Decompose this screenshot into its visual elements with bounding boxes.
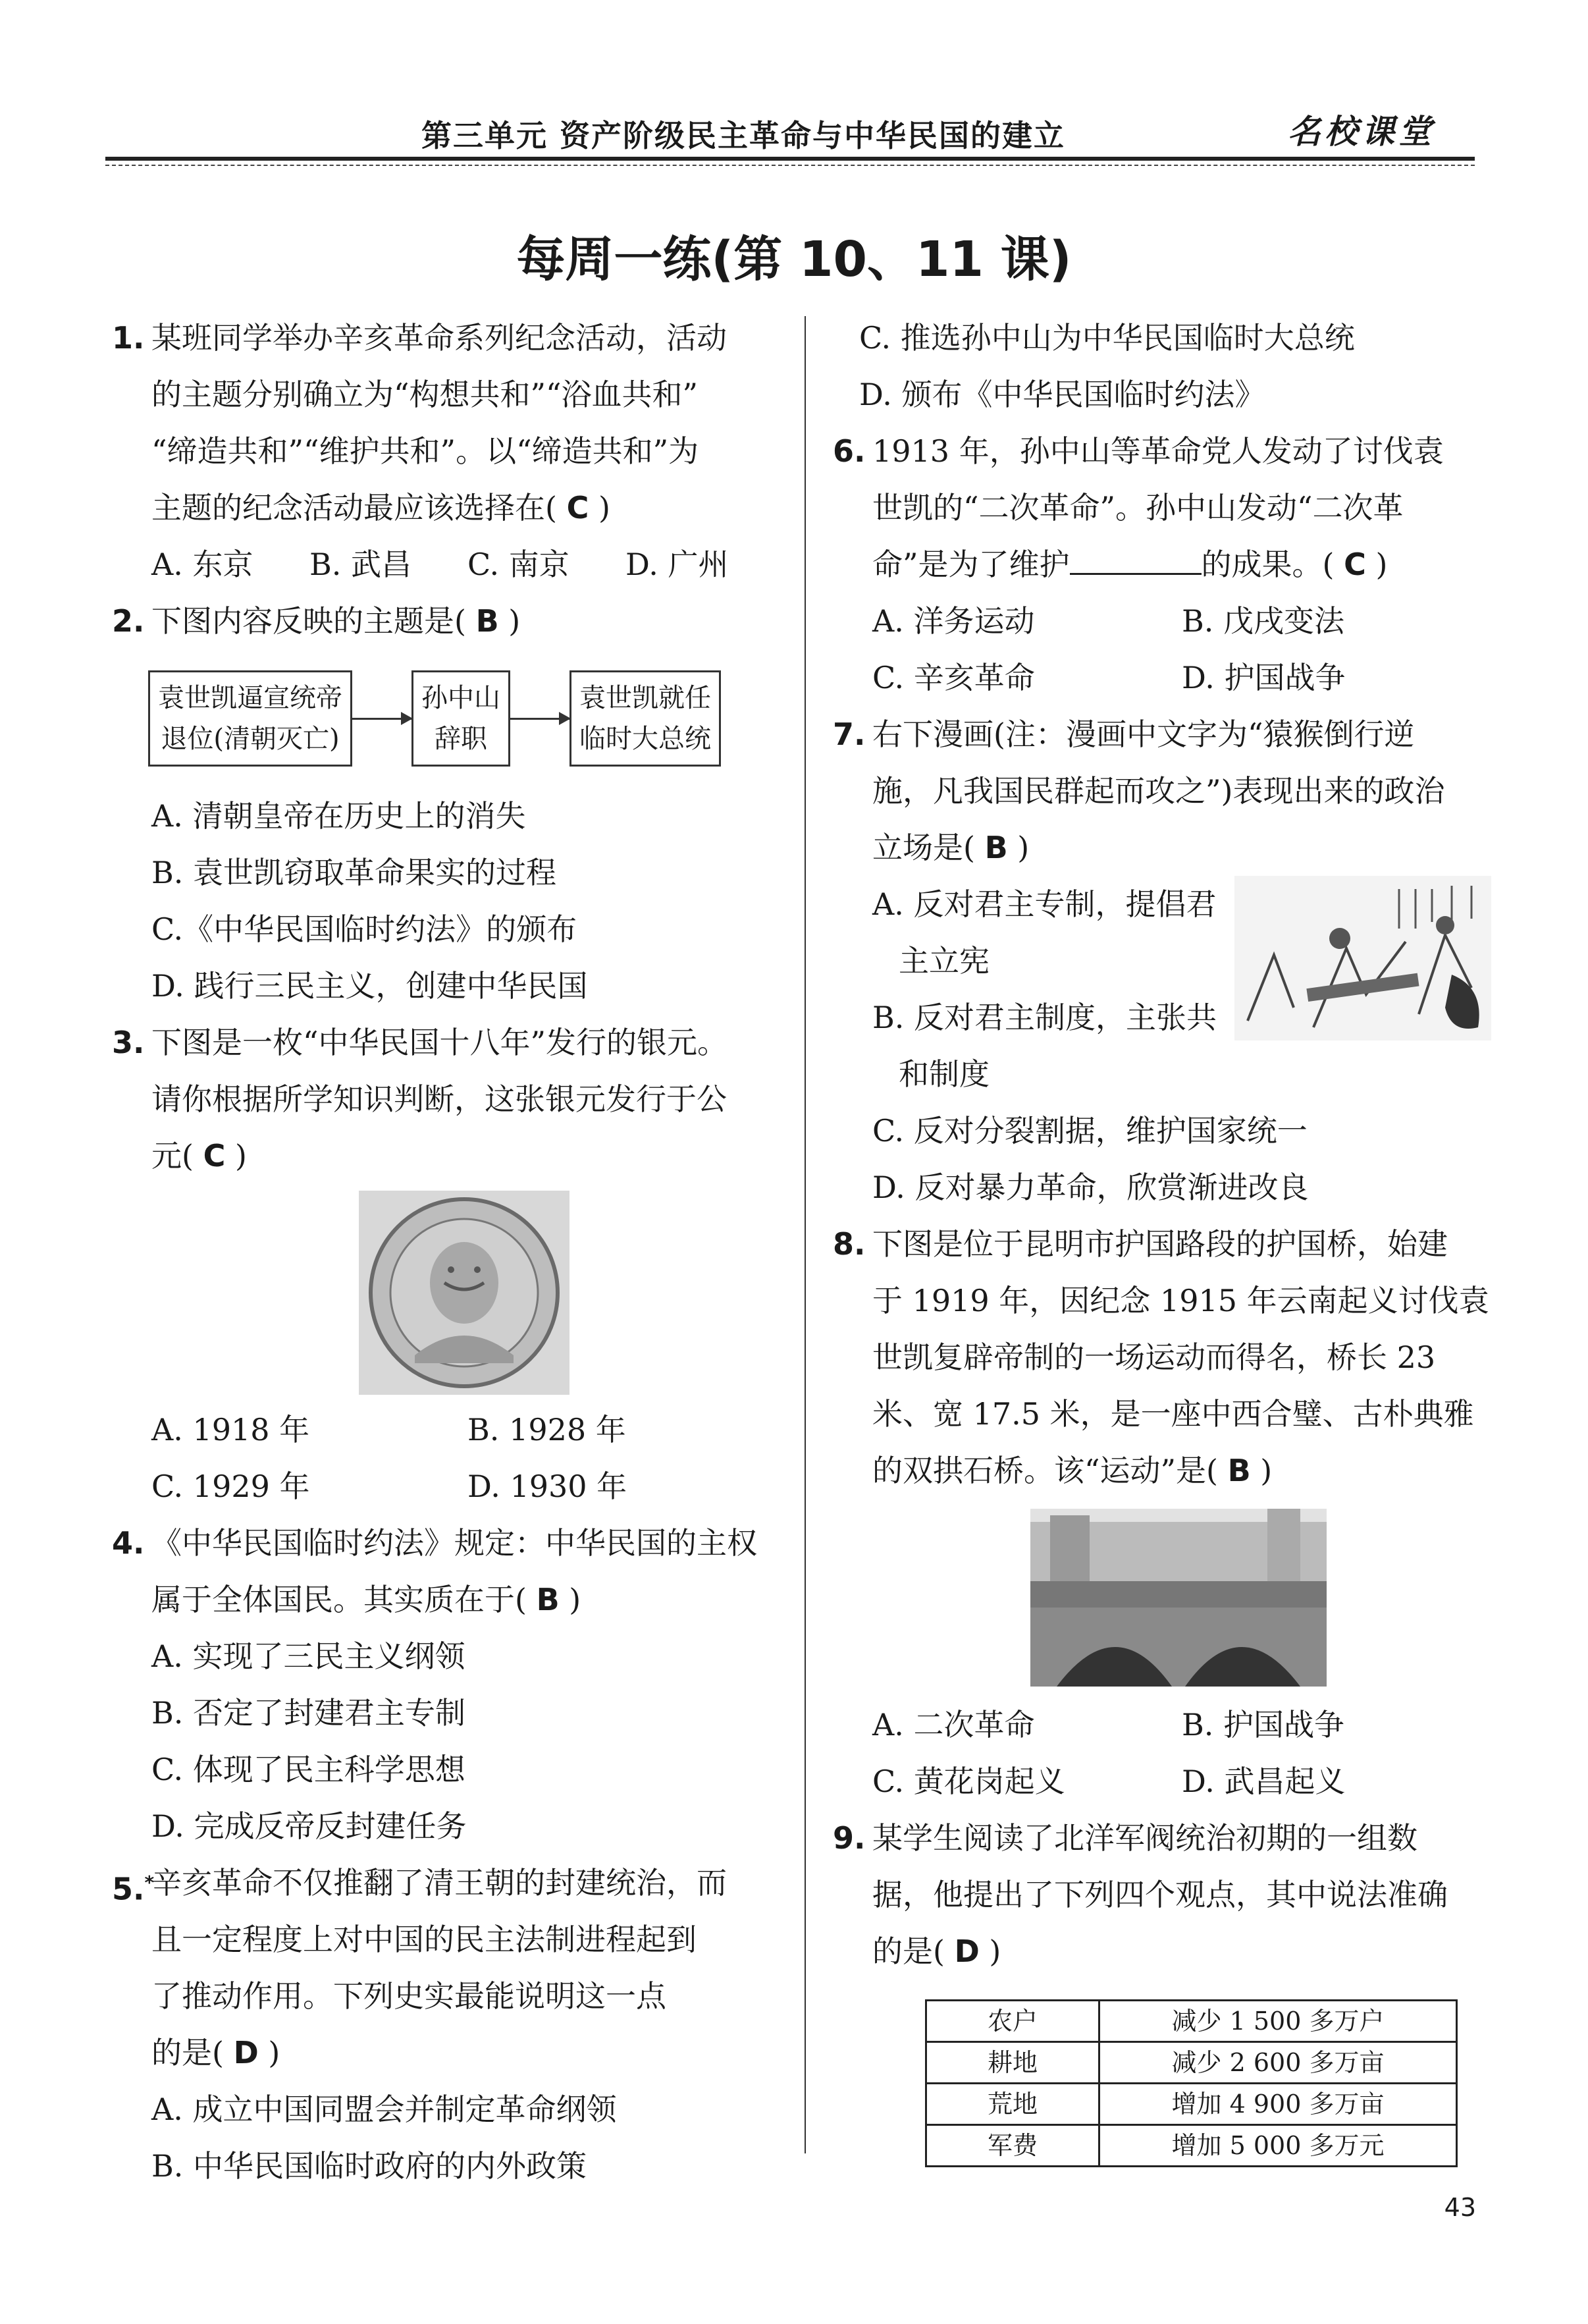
option: 和制度 bbox=[899, 1056, 990, 1092]
option: D. 完成反帝反封建任务 bbox=[151, 1808, 467, 1844]
option: A. 1918 年 bbox=[151, 1412, 310, 1447]
data-table bbox=[925, 1999, 1458, 2167]
option: C. 黄花岗起义 bbox=[872, 1764, 1065, 1799]
options bbox=[833, 593, 1491, 649]
question-4 bbox=[112, 1515, 783, 1854]
question-1 bbox=[112, 310, 783, 593]
question-text: 据，他提出了下列四个观点，其中说法准确 bbox=[872, 1877, 1448, 1912]
option: C. 反对分裂割据，维护国家统一 bbox=[872, 1113, 1308, 1148]
flow-box: 孙中山 辞职 bbox=[411, 670, 510, 767]
option: D. 颁布《中华民国临时约法》 bbox=[859, 377, 1265, 412]
question-text: 属于全体国民。其实质在于( B ) bbox=[151, 1582, 581, 1617]
q7-options-with-cartoon bbox=[833, 876, 1491, 1216]
arrow-icon bbox=[510, 718, 569, 720]
option: C. 体现了民主科学思想 bbox=[151, 1752, 465, 1787]
answer: B bbox=[1227, 1453, 1251, 1488]
option: A. 东京 bbox=[151, 547, 253, 582]
flow-diagram bbox=[148, 656, 783, 781]
question-text: 于 1919 年，因纪念 1915 年云南起义讨伐袁 bbox=[872, 1283, 1489, 1318]
option: B. 袁世凯窃取革命果实的过程 bbox=[151, 855, 557, 890]
table-row: 耕地 减少 2 600 多万亩 bbox=[926, 2042, 1457, 2084]
option: A. 实现了三民主义纲领 bbox=[151, 1638, 465, 1674]
options bbox=[112, 536, 783, 593]
question-number: 3. bbox=[112, 1025, 145, 1060]
running-header bbox=[105, 99, 1475, 161]
question-text: 命”是为了维护 的成果。( C ) bbox=[872, 547, 1388, 582]
options bbox=[833, 1696, 1491, 1753]
option: B. 中华民国临时政府的内外政策 bbox=[151, 2148, 587, 2184]
left-column bbox=[112, 310, 783, 2194]
question-text: 施，凡我国民群起而攻之”)表现出来的政治 bbox=[872, 773, 1445, 809]
options bbox=[833, 1753, 1491, 1810]
option: A. 成立中国同盟会并制定革命纲领 bbox=[151, 2092, 617, 2127]
question-number: 1. bbox=[112, 320, 145, 356]
question-8 bbox=[833, 1216, 1491, 1810]
question-9 bbox=[833, 1810, 1491, 2167]
question-5 bbox=[112, 1854, 783, 2194]
question-text: 立场是( B ) bbox=[872, 830, 1030, 865]
option: C. 1929 年 bbox=[151, 1469, 310, 1504]
option: A. 二次革命 bbox=[872, 1707, 1035, 1743]
cartoon-image bbox=[1234, 876, 1491, 1040]
option: D. 践行三民主义，创建中华民国 bbox=[151, 968, 588, 1004]
question-text: 且一定程度上对中国的民主法制进程起到 bbox=[151, 1922, 697, 1957]
coin-figure bbox=[112, 1184, 783, 1401]
header-rule bbox=[105, 157, 1475, 161]
question-text: 米、宽 17.5 米，是一座中西合璧、古朴典雅 bbox=[872, 1396, 1474, 1432]
page-title: 每周一练(第 10、11 课) bbox=[516, 231, 1072, 288]
option: 主立宪 bbox=[899, 943, 990, 979]
options bbox=[833, 649, 1491, 706]
column-divider bbox=[805, 316, 806, 2153]
question-text: 下图内容反映的主题是( B ) bbox=[151, 603, 521, 639]
question-text: 元( C ) bbox=[151, 1138, 247, 1174]
question-text: 某学生阅读了北洋军阀统治初期的一组数 bbox=[872, 1820, 1417, 1856]
option: A. 洋务运动 bbox=[872, 603, 1035, 639]
question-text: 主题的纪念活动最应该选择在( C ) bbox=[151, 490, 610, 526]
question-text: 世凯的“二次革命”。孙中山发动“二次革 bbox=[872, 490, 1404, 526]
option: C. 南京 bbox=[467, 547, 569, 582]
header-dashed-rule bbox=[105, 165, 1475, 166]
option: B. 护国战争 bbox=[1182, 1707, 1345, 1743]
answer: C bbox=[1344, 547, 1366, 582]
option: D. 护国战争 bbox=[1182, 660, 1346, 695]
option: D. 广州 bbox=[625, 547, 729, 582]
table-row: 军费 增加 5 000 多万元 bbox=[926, 2125, 1457, 2167]
question-text: 1913 年，孙中山等革命党人发动了讨伐袁 bbox=[872, 433, 1444, 469]
brand-logo: 名校课堂 bbox=[1288, 112, 1435, 151]
answer: C bbox=[566, 490, 589, 526]
options bbox=[112, 1458, 783, 1515]
question-text: 下图是位于昆明市护国路段的护国桥，始建 bbox=[872, 1226, 1448, 1262]
option: A. 反对君主专制，提倡君 bbox=[872, 886, 1217, 922]
option: B. 反对君主制度，主张共 bbox=[872, 1000, 1217, 1035]
question-text: 的主题分别确立为“构想共和”“浴血共和” bbox=[151, 377, 699, 412]
question-number: 9. bbox=[833, 1820, 866, 1856]
answer: D bbox=[233, 2035, 259, 2070]
silver-coin-image bbox=[359, 1191, 569, 1395]
option: D. 1930 年 bbox=[467, 1469, 627, 1504]
question-2 bbox=[112, 593, 783, 1014]
question-3 bbox=[112, 1014, 783, 1515]
bridge-figure bbox=[833, 1499, 1491, 1696]
option: C. 推选孙中山为中华民国临时大总统 bbox=[859, 320, 1355, 356]
option: B. 1928 年 bbox=[467, 1412, 626, 1447]
flow-box: 袁世凯逼宣统帝 退位(清朝灭亡) bbox=[148, 670, 352, 767]
question-number: 5.* bbox=[112, 1871, 155, 1907]
option: B. 否定了封建君主专制 bbox=[151, 1695, 466, 1731]
question-number: 2. bbox=[112, 603, 145, 639]
question-text: “缔造共和”“维护共和”。以“缔造共和”为 bbox=[151, 433, 699, 469]
option: A. 清朝皇帝在历史上的消失 bbox=[151, 798, 526, 834]
question-number: 8. bbox=[833, 1226, 866, 1262]
unit-title: 第三单元 资产阶级民主革命与中华民国的建立 bbox=[421, 118, 1066, 153]
question-text: 的是( D ) bbox=[872, 1933, 1001, 1969]
answer: B bbox=[984, 830, 1008, 865]
bridge-photo bbox=[1030, 1509, 1327, 1687]
question-text: 下图是一枚“中华民国十八年”发行的银元。 bbox=[151, 1025, 728, 1060]
question-6 bbox=[833, 423, 1491, 706]
arrow-icon bbox=[352, 718, 411, 720]
question-text: 辛亥革命不仅推翻了清王朝的封建统治，而 bbox=[151, 1865, 727, 1901]
question-7 bbox=[833, 706, 1491, 1216]
option: B. 戊戌变法 bbox=[1182, 603, 1345, 639]
question-text: 世凯复辟帝制的一场运动而得名，桥长 23 bbox=[872, 1339, 1436, 1375]
question-text: 的双拱石桥。该“运动”是( B ) bbox=[872, 1453, 1273, 1488]
answer: D bbox=[954, 1933, 980, 1969]
option: B. 武昌 bbox=[309, 547, 412, 582]
answer: C bbox=[203, 1138, 226, 1174]
option: C.《中华民国临时约法》的颁布 bbox=[151, 911, 577, 947]
table-row: 农户 减少 1 500 多万户 bbox=[926, 2001, 1457, 2042]
flow-box: 袁世凯就任 临时大总统 bbox=[569, 670, 721, 767]
question-text: 《中华民国临时约法》规定：中华民国的主权 bbox=[151, 1525, 757, 1561]
question-text: 某班同学举办辛亥革命系列纪念活动，活动 bbox=[151, 320, 727, 356]
table-row: 荒地 增加 4 900 多万亩 bbox=[926, 2084, 1457, 2125]
fill-blank bbox=[1070, 547, 1202, 575]
page-number: 43 bbox=[1444, 2193, 1476, 2222]
question-text: 了推动作用。下列史实最能说明这一点 bbox=[151, 1978, 666, 2014]
options bbox=[112, 1401, 783, 1458]
question-number: 6. bbox=[833, 433, 866, 469]
answer: B bbox=[536, 1582, 560, 1617]
answer: B bbox=[475, 603, 499, 639]
question-number: 7. bbox=[833, 716, 866, 752]
right-column bbox=[833, 310, 1491, 2167]
question-text: 请你根据所学知识判断，这张银元发行于公 bbox=[151, 1081, 727, 1117]
question-number: 4. bbox=[112, 1525, 145, 1561]
option: D. 武昌起义 bbox=[1182, 1764, 1346, 1799]
option: C. 辛亥革命 bbox=[872, 660, 1035, 695]
option: D. 反对暴力革命，欣赏渐进改良 bbox=[872, 1170, 1309, 1205]
question-text: 的是( D ) bbox=[151, 2035, 280, 2070]
question-text: 右下漫画(注：漫画中文字为“猿猴倒行逆 bbox=[872, 716, 1415, 752]
